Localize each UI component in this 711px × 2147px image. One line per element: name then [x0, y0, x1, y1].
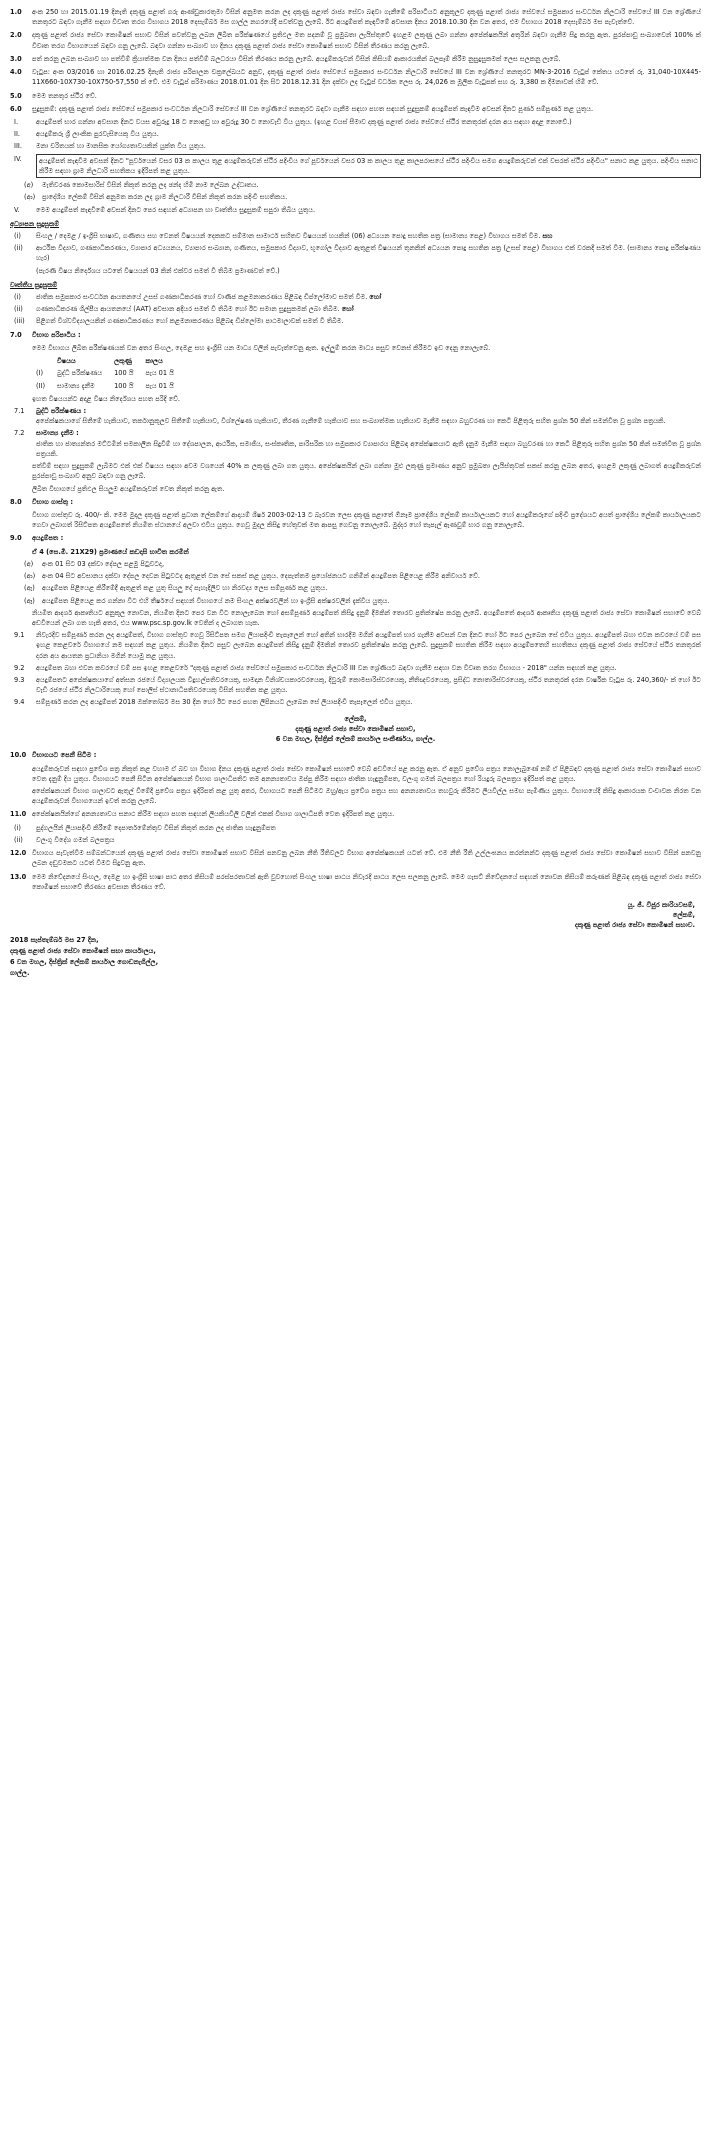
item-text: පිළිගත් විශ්වවිද්‍යාලයකින් ගණකාධිකරණය හෝ කළමනාකරණය පිළිබඳ ඩිප්ලෝමා පාඨමාලාවක් සමත් වී තිබීම. — [36, 317, 344, 326]
attendance-text: අපේක්ෂකයන් විභාග ශාලාවට ඇතුල් වීමේදී ප්‍රවේශ පත්‍රය ඉදිරිපත් කළ යුතු අතර, විභාගයට පෙනී සිටීමට ඔහු/ඇය ප්‍රවේශ පත්‍රය සහ අනන්‍යතාවය තහවුරු කිරීමට ලියවිල්ල සමඟ පැමිණිය යුතුය. විභාගයේදී කිසිදු ආකාරයක වංචාවක නිරත වන අයදුම්කරුවන් විභාගයෙන් ඉවත් කරනු ලැබේ. — [32, 787, 701, 806]
vocational-item — [10, 292, 701, 302]
item-text: වලංගු විදේශ ගමන් බලපත්‍රය — [36, 835, 115, 844]
item-label: 9.2 — [14, 663, 25, 672]
item-label: 9.3 — [14, 676, 25, 685]
item-label: II. — [14, 130, 20, 139]
section-text: පත් කරනු ලබන සංඛ්‍යාව හා පත්වීම් ක්‍රියාත්මක වන දිනය පත්වීම් බලධරයා විසින් තීරණය කරනු ලැබේ. අයදුම්කරුවන් විසින් කිසියම් ආකාරයකින් බලපෑම් කිරීම නුසුදුසුකමක් ලෙස සලකනු ලැබේ. — [32, 54, 561, 63]
table-cell: (I) — [36, 369, 44, 378]
section-number: 5.0 — [10, 91, 22, 100]
item-text: අයදුම්පත් භාර ගන්නා අවසාන දිනට වයස අවුරුදු 18 ට නොඅඩු හා අවුරුදු 30 ට නොවැඩි විය යුතුය. (ඉහළ වයස් සීමාව දකුණු පළාත් රාජ්‍ය සේවයේ ස්ථිර තනතුරක් දරන අය සඳහා අදාළ නොවේ.) — [36, 117, 572, 126]
section-9-application — [10, 533, 701, 543]
item-label: 7.2 — [14, 429, 25, 438]
section-12-rules — [10, 848, 701, 868]
syllabus-intro: ඉහත විෂයයන්ට අදාළ විෂය නිර්දේශය පහත පරිදි වේ. — [32, 394, 181, 403]
item-label: (ii) — [14, 835, 23, 844]
item-text: ප්‍රාදේශීය ලේකම් විසින් අනුමත කරන ලද ග්‍රාම නිලධාරී විසින් නිකුත් කරන පදිංචි සහතිකය. — [42, 193, 288, 202]
item-text: අංක 01 සිට 03 දක්වා දේපල පළමු පිටුවටද, — [42, 559, 165, 568]
table-cell: සාමාන්‍ය දැනීම — [57, 381, 95, 390]
table-cell: (II) — [36, 381, 46, 390]
conjunction-tag: සහ — [542, 231, 553, 240]
subsection-7-2 — [10, 428, 701, 459]
section-heading: විභාගයට පෙනී සිටීම : — [32, 751, 97, 760]
item-text: මනා චරිතයක් හා මානසික යෝග්‍යතාවයකින් යුක්ත විය යුතුය. — [36, 142, 206, 151]
results-note: ලිඛිත විභාගයේ ප්‍රතිඵල සියලුම අයදුම්කරුවන් වෙත නිකුත් කරනු ඇත. — [32, 484, 225, 493]
vocational-heading: වෘත්තීය සුදුසුකම් — [10, 280, 58, 289]
item-text: නිවැරදිව සම්පූර්ණ කරන ලද අයදුම්පත්, විභාග ගාස්තුව ගෙවූ රිසිට්පත සමග ලියාපදිංචි තැපෑලෙන් හෝ අතින් භාරදීම මගින් අයදුම්පත් භාර ගැනීම අවසන් වන දිනට හෝ ඊට පෙර ලැබෙන සේ එවිය යුතුය. අයදුම්පත් බහා එවන කවරයේ වම් පස ඉහළ කෙළවරේ විභාගයේ නම සඳහන් කළ යුතුය. නියමිත දිනට පසුව ලැබෙන අයදුම්පත් කිසිදු දැනුම් දීමකින් තොරව ප්‍රතික්ෂේප කරනු ලැබේ. සුදුසුකම් සහතික කිරීම සඳහා අයදුම්පතෙහි සහතිකය දකුණු පළාත් රාජ්‍ය සේවයේ ස්ථිර තනතුරක් දරන අය ආයතන ප්‍රධානියා මගින් යොමු කළ යුතුය. — [36, 631, 701, 660]
section-4-salary — [10, 67, 701, 87]
table-header-row — [30, 355, 180, 367]
subsection-title: සාමාන්‍ය දැනීම : — [36, 429, 79, 438]
item-label: (ඈ) — [24, 596, 35, 605]
item-text: අයදුම්පත් කැඳවීම අවසන් දිනට "පූර්වයෙන් වසර 03 ක කාලය තුළ අයදුම්කරුවන් ස්ථිර පදිංචිය ගේ පූර්වයෙන් වසර 03 ක කාලය තුළ කාලපරාසයේ ස්ථිර පදිංචිය සමග අයදුම්කරුවන් එක් වසරක් ස්ථිර පදිංචිය" සනාථ කළ යුතුය. පදිංචිය සනාථ කිරීම සඳහා ග්‍රාම නිලධාරි සහතිකය ඉදිරිපත් කළ යුතුය. — [36, 154, 701, 178]
issue-date: 2018 සැප්තැම්බර් මස 27 දින, — [10, 935, 99, 944]
identity-document-item — [10, 835, 701, 845]
section-6-qualifications — [10, 104, 701, 114]
paper-format: ඒ 4 (සෙ.මී. 21X29) ප්‍රමාණයේ කඩදාසි භාවිත කරමින් — [32, 547, 189, 556]
issue-footer — [10, 935, 701, 980]
address-line: 6 වන මහල, දිස්ත්‍රික් ලේකම් කාර්යාල සංකීර්ණය, ගාල්ල. — [275, 735, 436, 744]
subsection-9-1 — [10, 630, 701, 661]
item-text: මෙම අයදුම්පත් කැඳවීමේ අවසන් දිනට පෙර සඳහන් අධ්‍යාපන හා වෘත්තීය සුදුසුකම් සපුරා තිබිය යුතුය. — [36, 205, 316, 214]
table-header: ලකුණු — [114, 357, 132, 366]
section-text: සුදුසුකම්: දකුණු පළාත් රාජ්‍ය සේවයේ සමුපකාර සංවර්ධන නිලධාරි සේවයේ III වන ශ්‍රේණියේ තනතුරට බඳවා ගැනීම සඳහා පහත සඳහන් සුදුසුකම් අයදුම්පත් කැඳවීම අවසන් දිනට පූර්ණ සම්පූර්ණ කළ යුතුය. — [32, 104, 594, 113]
attendance-text: අයදුම්කරුවන් සඳහා ප්‍රවේශ පත්‍ර නිකුත් කළ වහාම ඒ බව හා විභාග දිනය දකුණු පළාත් රාජ්‍ය සේවා කොමිෂන් සභාවේ වෙබ් අඩවියේ පළ කරනු ඇත. ඒ අනුව ප්‍රවේශ පත්‍රය නොලැබුණේ නම් ඒ පිළිබඳව දකුණු පළාත් රාජ්‍ය සේවා කොමිෂන් සභාව වෙත දැනුම් දිය යුතුය. විභාගයට පෙනී සිටින අපේක්ෂකයන් විභාග ශාලාධිපතිට තම අනන්‍යතාවය ඔප්පු කිරීම සඳහා ජාතික හැඳුනුම්පත, වලංගු ගමන් බලපත්‍රය හෝ රියදුරු බලපත්‍රය ඉදිරිපත් කළ යුතුය. — [32, 764, 701, 783]
signatory-name: යූ. ජී. විජුර කාරියවසම්, — [627, 900, 695, 909]
section-text: දකුණු පළාත් රාජ්‍ය සේවා කොමිෂන් සභාව විසින් පවත්වනු ලබන ලිඛිත පරීක්ෂණයේ ප්‍රතිඵල මත පදනම් වූ ප්‍රමුඛතා ලැයිස්තුවේ ඉහළම ලකුණු ලබා ගන්නා අපේක්ෂකයින් අතුරින් බඳවා ගැනීම සිදු කරනු ඇත. පුරප්පාඩු සංඛ්‍යාවෙන් 100% ක් විවෘත තරග විභාගයෙන් බඳවා ගනු ලැබේ. බඳවා ගන්නා සංඛ්‍යාව හා දිනය දකුණු පළාත් රාජ්‍ය සේවා කොමිෂන් සභාව විසින් තීරණය කරනු ලැබේ. — [32, 31, 701, 50]
exam-subjects-table — [30, 355, 180, 392]
item-label: (i) — [14, 293, 21, 302]
section-text: විභාගය පැවැත්වීම සම්බන්ධයෙන් දකුණු පළාත් රාජ්‍ය සේවා කොමිෂන් සභාව විසින් පනවනු ලබන නීති රීතිවලට විභාග අපේක්ෂකයන් යටත් වේ. එම නීති රීති උල්ලංඝනය කරන්නන්ට දකුණු පළාත් රාජ්‍ය සේවා කොමිෂන් සභාව විසින් පනවනු ලබන දඬුවමකට යටත් විමට සිදුවනු ඇත. — [32, 849, 701, 868]
section-number: 7.0 — [10, 330, 22, 339]
section-number: 4.0 — [10, 68, 22, 77]
table-cell: බුද්ධි පරීක්ෂණය — [57, 369, 103, 378]
section-heading: අයදුම්පත : — [32, 534, 64, 543]
section-7-exam-procedure — [10, 330, 701, 340]
exam-fee-text: විභාග ගාස්තුව රු. 400/- කි. මෙම මුදල දකුණු පළාත් ප්‍රධාන ලේකම්ගේ ආදායම් ශීර්ෂ 2003-02-13 ට බැරවන ලෙස දකුණු පළාතේ ඕනෑම ප්‍රාදේශීය ලේකම් කාර්යාලයකට හෝ අයදුම්කරුගේ පදිංචි ප්‍රදේශයට අයත් ප්‍රාදේශීය ලේකම් කාර්යාලයකට ගෙවා ලබාගත් රිසිට්පත අයදුම්පතේ නියමිත ස්ථානයේ අලවා එවිය යුතුය. ගෙවූ මුදල කිසිදු හේතුවක් මත ආපසු ගෙවනු නොලැබේ. මුද්දර හෝ තැපැල් ඇණවුම් භාර ගනු නොලැබේ. — [32, 510, 701, 530]
exam-intro: මෙම විභාගය ලිඛිත පරීක්ෂණයක් වන අතර සිංහල, දෙමළ සහ ඉංග්‍රීසි යන මාධ්‍ය වලින් පැවැත්වෙනු ඇත. ඉල්ලුම් කරන මාධ්‍ය පසුව වෙනස් කිරීමට ඉඩ දෙනු නොලැබේ. — [32, 343, 491, 352]
postal-address-block — [10, 714, 701, 745]
section-number: 13.0 — [10, 872, 27, 881]
section-13-language — [10, 872, 701, 892]
section-8-exam-fee — [10, 497, 701, 507]
education-item — [10, 231, 701, 241]
signatory-title: ලේකම්, — [672, 911, 695, 920]
qualification-item — [10, 205, 701, 215]
item-label: (i) — [14, 231, 21, 240]
section-number: 6.0 — [10, 104, 22, 113]
section-number: 9.0 — [10, 534, 22, 543]
footer-address-line: 6 වන මහල, දිස්ත්‍රික් ලේකම් කාර්යාල ගොඩනැගිල්ල, — [10, 958, 159, 967]
gazette-notice — [0, 0, 711, 983]
item-text: අයදුම්කරු ශ්‍රී ලාංකික පුරවැසියෙකු විය යුතුය. — [36, 130, 159, 139]
subsection-text: අපේක්ෂකයාගේ සිතීමේ හැකියාව, තර්කානුකූලව සිතීමේ හැකියාව, විශ්ලේෂණ හැකියාව, තීරණ ගැනීමේ හැකියාව සහ සංඛ්‍යාත්මක හැකියාව මැනීම සඳහා බහුවරණ හා කෙටි පිළිතුරු සහිත ප්‍රශ්න 50 කින් සමන්විත වූ ප්‍රශ්න පත්‍රයකි. — [36, 417, 666, 426]
item-label: 9.1 — [14, 631, 25, 640]
section-heading: අපේක්ෂකයින්ගේ අනන්‍යතාවය සනාථ කිරීම සඳහා පහත සඳහන් ලියකියවිලි වලින් එකක් විභාග ශාලාධිපති වෙත ඉදිරිපත් කළ යුතුය. — [32, 810, 395, 819]
section-heading: විභාග ගාස්තු : — [32, 497, 74, 506]
application-item — [10, 583, 701, 593]
item-label: (ii) — [14, 305, 23, 314]
item-label: (අ) — [24, 181, 34, 190]
section-10-attendance — [10, 750, 701, 760]
item-label: 9.4 — [14, 698, 25, 707]
section-number: 2.0 — [10, 31, 22, 40]
section-number: 8.0 — [10, 497, 22, 506]
qualification-subitem — [10, 192, 701, 202]
application-item — [10, 571, 701, 581]
address-line: දකුණු පළාත් රාජ්‍ය සේවා කොමිෂන් සභාව, — [295, 724, 416, 733]
section-number: 10.0 — [10, 751, 27, 760]
application-instructions: නියමිත ආදර්ශ ආකෘතියට අනුකූල නොවන, නියමිත දිනට පෙර වන විට නොලැබෙන හෝ අසම්පූර්ණ අයදුම්පත් කිසිදු දැනුම් දීමකින් තොරව ප්‍රතික්ෂේප කරනු ලැබේ. අයදුම්පතේ ආදර්ශ ආකෘතිය දකුණු පළාත් රාජ්‍ය සේවා කොමිෂන් සභාවේ වෙබ් අඩවියෙන් ලබා ගත හැකි අතර, එය www.psc.sp.gov.lk වෙතින් ද ලබාගත හැක. — [32, 608, 701, 627]
section-number: 11.0 — [10, 810, 27, 819]
item-text: ජාතික සමුපකාර සංවර්ධන ආයතනයේ උසස් ගණකාධිකරණ හෝ වාණිජ කළමනාකරණය පිළිබඳ ඩිප්ලෝමාව සමත් වීම. හෝ — [36, 293, 382, 302]
item-text: අයදුම්පත පිළියෙළ කර ගන්නා විට එහි තීර්ෂයේ සඳහන් විභාගයේ නම සිංහල අක්ෂරවලින් හා ඉංග්‍රීසි අක්ෂරවලින් දැක්විය යුතුය. — [42, 596, 390, 605]
item-label: V. — [14, 205, 20, 214]
conjunction-tag: හෝ — [341, 305, 354, 314]
section-text: මෙම තනතුර ස්ථිර වේ. — [32, 91, 97, 100]
qualification-item — [10, 141, 701, 151]
footer-address-line: දකුණු පළාත් රාජ්‍ය සේවා කොමිෂන් සභා කාර්යාලය, — [10, 946, 156, 955]
item-text: සිංහල / දෙමළ / ඉංග්‍රීසි භාෂාව, ගණිතය සහ වෙනත් විෂයයන් දෙකකට සම්මාන සාමාර්ථ සහිතව විෂයයන් හයකින් (06) අධ්‍යයන පොදු සහතික පත්‍ර (සාමාන්‍ය පෙළ) විභාගය සමත් වීම. සහ — [36, 231, 553, 240]
education-heading: අධ්‍යාපන සුදුසුකම් — [10, 219, 60, 228]
item-text: සම්පූර්ණ කරන ලද අයදුම්පත් 2018 ඔක්තෝබර් මස 30 දින හෝ ඊට පෙර පහත ලිපිනයට ලැබෙන සේ ලියාපදිංචි තැපෑලෙන් එවිය යුතුය. — [36, 698, 413, 707]
item-label: IV. — [14, 154, 22, 163]
footer-address-line: ගාල්ල. — [10, 969, 30, 978]
item-label: I. — [14, 117, 19, 126]
item-text: අයදුම්පත බහා එවන කවරයේ වම් පස ඉහළ කෙළවරේ "දකුණු පළාත් රාජ්‍ය සේවයේ සමුපකාර සංවර්ධන නිලධාරි III වන ශ්‍රේණියට බඳවා ගැනීම සඳහා වන විවෘත තරග විභාගය - 2018" යන්න සඳහන් කළ යුතුය. — [36, 663, 617, 672]
vocational-item — [10, 316, 701, 326]
section-3 — [10, 54, 701, 64]
section-text: වැටුප: අංක 03/2016 හා 2016.02.25 දිනැති රාජ්‍ය පරිපාලන චක්‍රලේඛයට අනුව, දකුණු පළාත් රාජ්‍ය සේවයේ සමුපකාර සංවර්ධන නිලධාරි සේවයේ III වන ශ්‍රේණියේ තනතුරට MN-3-2016 වැටුප් කේතය යටතේ රු. 31,040-10X445-11X660-10X730-10X750-57,550 ක් වේ. එම වැටුප් පරිමාණය 2018.01.01 දින සිට 2018.12.31 දින දක්වා ලද වැටුප් වර්ධක ලෙස රු. 24,026 ක මූලික වැටුපක් සහ රු. 3,380 ක දීමනාවක් හිමි වේ. — [32, 68, 701, 87]
table-header — [30, 355, 51, 367]
item-label: III. — [14, 142, 22, 151]
subsection-7-1 — [10, 406, 701, 426]
table-cell: පැය 01 යි — [145, 369, 174, 378]
item-text: (පැරණි විෂය නිර්දේශය යටතේ විෂයයන් 03 කින් එක්වර සමත් වී තිබීම ප්‍රමාණවත් වේ.) — [36, 266, 280, 275]
table-cell: පැය 01 යි — [145, 381, 174, 390]
subsection-9-2 — [10, 663, 701, 673]
qualification-item — [10, 154, 701, 178]
item-label: (ii) — [14, 244, 23, 253]
table-row — [30, 380, 180, 392]
section-text: අංක 250 හා 2015.01.19 දිනැති දකුණු පළාත් ගරු ආණ්ඩුකාරතුමා විසින් අනුමත කරන ලද දකුණු පළාත් රාජ්‍ය සේවා බඳවා ගැනීමේ පරිපාටියට අනුකූලව දකුණු පළාත් රාජ්‍ය සේවයේ සමුපකාර සංවර්ධන නිලධාරි සේවයේ III වන ශ්‍රේණියේ තනතුරට බඳවා ගැනීම සඳහා විවෘත තරග විභාගය 2018 දෙසැම්බර් මස ගාල්ල නගරයේදී පවත්වනු ලැබේ. ඊට අයදුම්පත් කැඳවීමේ අවසාන දිනය 2018.10.30 දින වන අතර, එම විභාගය 2018 දෙසැම්බර් මස පැවැත්වේ. — [32, 8, 701, 27]
signature-block — [10, 900, 701, 931]
item-text: ගණකාධිකරණ ශිල්පීය ආයතනයේ (AAT) අවසාන අදියර සමත් වී තිබීම හෝ ඊට සමාන සුදුසුකමක් ලබා තිබීම. හෝ — [36, 305, 354, 314]
item-label: (i) — [14, 823, 21, 832]
item-text: පුද්ගලයින් ලියාපදිංචි කිරීමේ දෙපාර්තමේන්තුව විසින් නිකුත් කරන ලද ජාතික හැඳුනුම්පත — [36, 823, 276, 832]
section-heading: විභාග පරිපාටිය : — [32, 330, 81, 339]
subsection-9-4 — [10, 697, 701, 707]
item-label: 7.1 — [14, 407, 25, 415]
education-item — [10, 243, 701, 263]
subsection-text: ජාතික හා ජාත්‍යන්තර මට්ටමින් සමකාලීන සිදුවීම් හා දේශපාලන, ආර්ථික, සමාජීය, සංස්කෘතික, පාරිසරික හා සමුපකාර ව්‍යාපාරය පිළිබඳ අපේක්ෂකයාට ඇති දැනුම මැනීම සඳහා බහුවරණ හා කෙටි පිළිතුරු සහිත ප්‍රශ්න 50 කින් සමන්විත වූ ප්‍රශ්න පත්‍රයකි. — [36, 439, 701, 458]
item-text: ආර්ථික විද්‍යාව, ගණකාධිකරණය, ව්‍යාපාර අධ්‍යයනය, ව්‍යාපාර සංඛ්‍යාන, ගණිතය, සමුපකාර විද්‍යාව, භූගෝල විද්‍යාව ඇතුළත් විෂයයන් තුනකින් අධ්‍යයන පොදු සහතික පත්‍ර (උසස් පෙළ) විභාගය එක් වරකදී සමත් වීම. (සාමාන්‍ය පොදු පරීක්ෂණය හැර) — [36, 244, 701, 263]
qualification-subitem — [10, 180, 701, 190]
qualification-item — [10, 129, 701, 139]
item-label: (iii) — [14, 317, 25, 326]
section-text: මෙම නිවේදනයේ සිංහල, දෙමළ හා ඉංග්‍රීසි භාෂා පාඨ අතර කිසියම් පරස්පරතාවක් ඇති වුවහොත් සිංහල භාෂා පාඨය නිවැරදි පාඨය ලෙස සලකනු ලැබේ. මෙම ගැසට් නිවේදනයේ සඳහන් නොවන කිසියම් කරුණක් පිළිබඳ දකුණු පළාත් රාජ්‍ය සේවා කොමිෂන් සභාවේ තීරණය අවසාන තීරණය වේ. — [32, 872, 701, 891]
item-label — [10, 266, 36, 276]
section-number: 1.0 — [10, 8, 22, 16]
item-text: අයදුම්පත පිළියෙළ කිරීමේදී ඇතුළත් කළ යුතු සියලු දේ පැහැදිලිව හා නිරවද්‍ය ලෙස සම්පූර්ණ කළ යුතුය. — [42, 584, 328, 593]
table-cell: 100 යි — [114, 381, 134, 390]
subsection-9-3 — [10, 675, 701, 695]
table-row — [30, 367, 180, 379]
item-label: (ආ) — [24, 572, 36, 581]
vocational-item — [10, 304, 701, 314]
section-5 — [10, 91, 701, 101]
identity-document-item — [10, 823, 701, 833]
item-label: (අ) — [24, 559, 34, 568]
table-cell: 100 යි — [114, 369, 134, 378]
section-1 — [10, 7, 701, 27]
section-number: 3.0 — [10, 54, 22, 63]
address-line: ලේකම්, — [344, 714, 367, 723]
section-11-identity — [10, 809, 701, 819]
item-text: අයදුම්පතට අපේක්ෂකයාගේ අත්සන රජයේ විද්‍යාලයක විදුහල්පතිවරයෙකු, සාමදාන විනිශ්චයකාරවරයෙකු, දිවුරුම් කොමසාරිස්වරයෙකු, නීතිඥවරයෙකු, ප්‍රසිද්ධ නොතාරිස්වරයෙකු, ස්ථිර තනතුරක් දරන වාර්ෂික වැටුප රු. 240,360/- ක් හෝ ඊට වැඩි රජයේ ස්ථිර නිලධාරියෙකු හෝ පොලිස් ස්ථානාධිපතිවරයෙකු විසින් සහතික කළ යුතුය. — [36, 676, 701, 695]
item-label: (ඇ) — [24, 584, 35, 593]
application-item — [10, 596, 701, 606]
table-header: කාලය — [145, 357, 163, 366]
pass-criteria: පත්වීම් සඳහා සුදුසුකම් ලැබීමට එක් එක් විෂයය සඳහා අවම වශයෙන් 40% ක ලකුණු ලබා ගත යුතුය. අපේක්ෂකයින් ලබා ගන්නා මුළු ලකුණු ප්‍රමාණය අනුව ප්‍රමුඛතා ලැයිස්තුවක් සකස් කරනු ලබන අතර, ඉහළම ලකුණු ලබාගත් අයදුම්කරුවන් පුරප්පාඩු සංඛ්‍යාව අනුව බඳවා ගනු ලැබේ. — [32, 462, 701, 481]
qualification-item — [10, 117, 701, 127]
item-text: අංක 04 සිට අවසානය දක්වා දේපල දෙවන පිටුවටද ඇතුළත් වන සේ සකස් කළ යුතුය. දෙපැත්තම ප්‍රයෝජනයට ගනිමින් අයදුම්පත පිළියෙළ කිරීම අනිවාර්ය වේ. — [42, 572, 480, 581]
section-number: 12.0 — [10, 849, 27, 858]
item-text: මැතිවරණ කොමසාරිස් විසින් නිකුත් කරනු ලද ඡන්ද හිමි නාම ලේඛන උද්ධෘතය. — [42, 181, 259, 190]
education-note — [10, 266, 701, 276]
table-header: විෂයය — [57, 357, 76, 366]
subsection-title: බුද්ධි පරීක්ෂණය : — [36, 407, 87, 415]
section-2 — [10, 30, 701, 50]
item-label: (ආ) — [24, 193, 36, 202]
conjunction-tag: හෝ — [369, 293, 382, 302]
application-item — [10, 559, 701, 569]
signatory-office: දකුණු පළාත් රාජ්‍ය සේවා කොමිෂන් සභාව. — [574, 921, 695, 930]
